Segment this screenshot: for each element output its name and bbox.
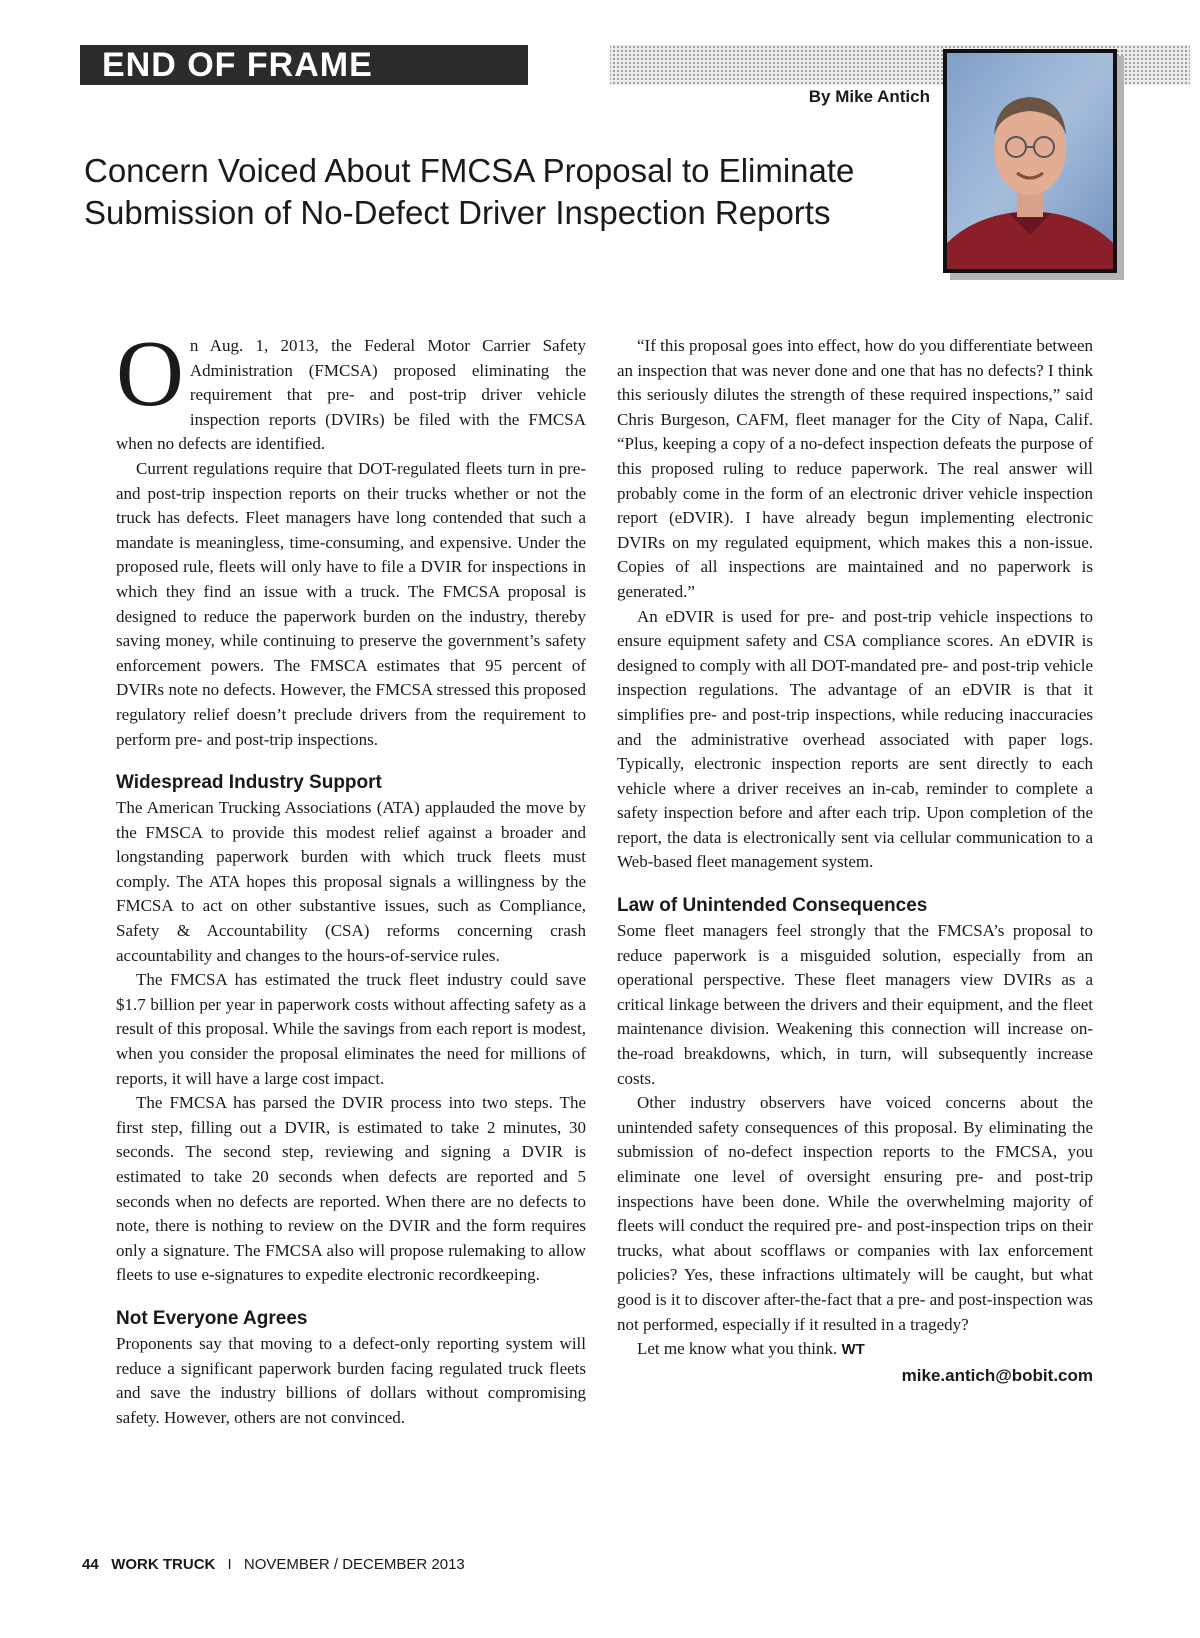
article-paragraph: Current regulations require that DOT-regulated fleets turn in pre- and post-trip inspection reports on their trucks whether or not the truck has defects. Fleet managers have long contended that such a mandate is meaningless, time-consuming, and expensive. Under the proposed rule, fleets will only have to file a DVIR for inspections in which they find an issue with a truck. The FMCSA proposal is designed to reduce the paperwork burden on the industry, thereby saving money, while continuing to preserve the government’s safety enforcement powers. The FMSCA estimates that 95 percent of DVIRs note no defects. However, the FMCSA stressed this proposed regulatory relief doesn’t preclude drivers from the requirement to perform pre- and post-trip inspections. (116, 458, 586, 749)
subheading: Widespread Industry Support (116, 772, 382, 794)
publication-name: WORK TRUCK (111, 1556, 216, 1573)
footer-separator: I (227, 1556, 232, 1573)
article-paragraph (617, 1337, 1093, 1363)
subheading: Law of Unintended Consequences (617, 895, 928, 917)
author-portrait-illustration (947, 53, 1113, 269)
author-photo (943, 49, 1117, 273)
article-paragraph: An eDVIR is used for pre- and post-trip vehicle inspections to ensure equipment safety and CSA compliance scores. An eDVIR is designed to comply with all DOT-mandated pre- and post-trip vehicle inspection regulations. The advantage of an eDVIR is that it simplifies pre- and post-trip inspections, while reducing inaccuracies and the administrative overhead associated with paper logs. Typically, electronic inspection reports are sent directly to each vehicle where a driver receives an in-cab, reminder to complete a safety inspection before and after each trip. Upon completion of the report, the data is electronically sent via cellular communication to a Web-based fleet management system. (617, 606, 1093, 872)
page-number: 44 (82, 1556, 99, 1573)
article-paragraph: “If this proposal goes into effect, how do you differentiate between an inspection that was never done and one that has no defects? I think this seriously dilutes the strength of these required inspections,” said Chris Burgeson, CAFM, fleet manager for the City of Napa, Calif. “Plus, keeping a copy of a no-defect inspection defeats the purpose of this proposed ruling to reduce paperwork. The real answer will probably come in the form of an electronic driver vehicle inspection report (eDVIR). I have already begun implementing electronic DVIRs on my regulated equipment, which makes this a non-issue. Copies of all inspections are maintained and no paperwork is generated.” (617, 336, 1093, 601)
author-email: mike.antich@bobit.com (901, 1365, 1093, 1385)
byline: By Mike Antich (808, 87, 930, 106)
issue-date: NOVEMBER / DECEMBER 2013 (243, 1556, 465, 1573)
article-paragraph: The FMCSA has parsed the DVIR process into two steps. The first step, filling out a DVIR, is estimated to take 2 minutes, 30 seconds. The second step, reviewing and signing a DVIR is estimated to take 20 seconds when defects are reported and 5 seconds when no defects are reported. When there are no defects to note, there is nothing to review on the DVIR and the form requires only a signature. The FMCSA also will propose rulemaking to allow fleets to use e-signatures to expedite electronic recordkeeping. (116, 1093, 586, 1285)
article-paragraph (116, 322, 586, 457)
article-paragraph: The American Trucking Associations (ATA) applauded the move by the FMSCA to provide this modest relief against a broader and longstanding paperwork burden with which truck fleets must comply. The ATA hopes this proposal signals a willingness by the FMCSA to act on other substantive issues, such as Compliance, Safety & Accountability (CSA) reforms concerning crash accountability and changes to the hours-of-service rules. (116, 798, 586, 965)
article-paragraph: Proponents say that moving to a defect-only reporting system will reduce a significant paperwork burden facing regulated truck fleets and save the industry billions of dollars without compromising safety. However, others are not convinced. (116, 1333, 586, 1427)
section-label: END OF FRAME (80, 45, 528, 85)
article-column-right (617, 334, 1093, 1388)
paragraph-text: n Aug. 1, 2013, the Federal Motor Carrier Safety Administration (FMCSA) proposed eliminating the requirement that pre- and post-trip driver vehicle inspection reports (DVIRs) be filed with the FMCSA when no defects are identified. (116, 336, 586, 454)
article-headline: Concern Voiced About FMCSA Proposal to Eliminate Submission of No-Defect Driver Inspection Reports (84, 152, 855, 231)
article-column-left (116, 322, 586, 1430)
article-paragraph: Some fleet managers feel strongly that the FMCSA’s proposal to reduce paperwork is a misguided solution, especially from an operational perspective. These fleet managers view DVIRs as a critical linkage between the drivers and their equipment, and the fleet maintenance division. Weakening this connection will increase on-the-road breakdowns, which, in turn, will subsequently increase costs. (617, 921, 1093, 1088)
article-paragraph: The FMCSA has estimated the truck fleet industry could save $1.7 billion per year in paperwork costs without affecting safety as a result of this proposal. While the savings from each report is modest, when you consider the proposal eliminates the need for millions of reports, it will have a large cost impact. (116, 970, 586, 1088)
subheading: Not Everyone Agrees (116, 1307, 308, 1329)
article-paragraph: Other industry observers have voiced concerns about the unintended safety consequences of this proposal. By eliminating the submission of no-defect inspection reports to the FMCSA, you eliminate one level of oversight ensuring pre- and post-trip inspections have been done. While the overwhelming majority of fleets will conduct the required pre- and post-inspection trips on their trucks, what about scofflaws or companies with lax enforcement policies? Yes, these infractions ultimately will be caught, but what good is it to discover after-the-fact that a pre- and post-inspection was not performed, especially if it resulted in a tragedy? (617, 1093, 1093, 1334)
closing-line: Let me know what you think. (637, 1339, 838, 1359)
banner-accent (528, 45, 610, 85)
drop-cap: O (116, 322, 184, 426)
end-mark: WT (841, 1341, 865, 1359)
page-footer (82, 1556, 465, 1573)
